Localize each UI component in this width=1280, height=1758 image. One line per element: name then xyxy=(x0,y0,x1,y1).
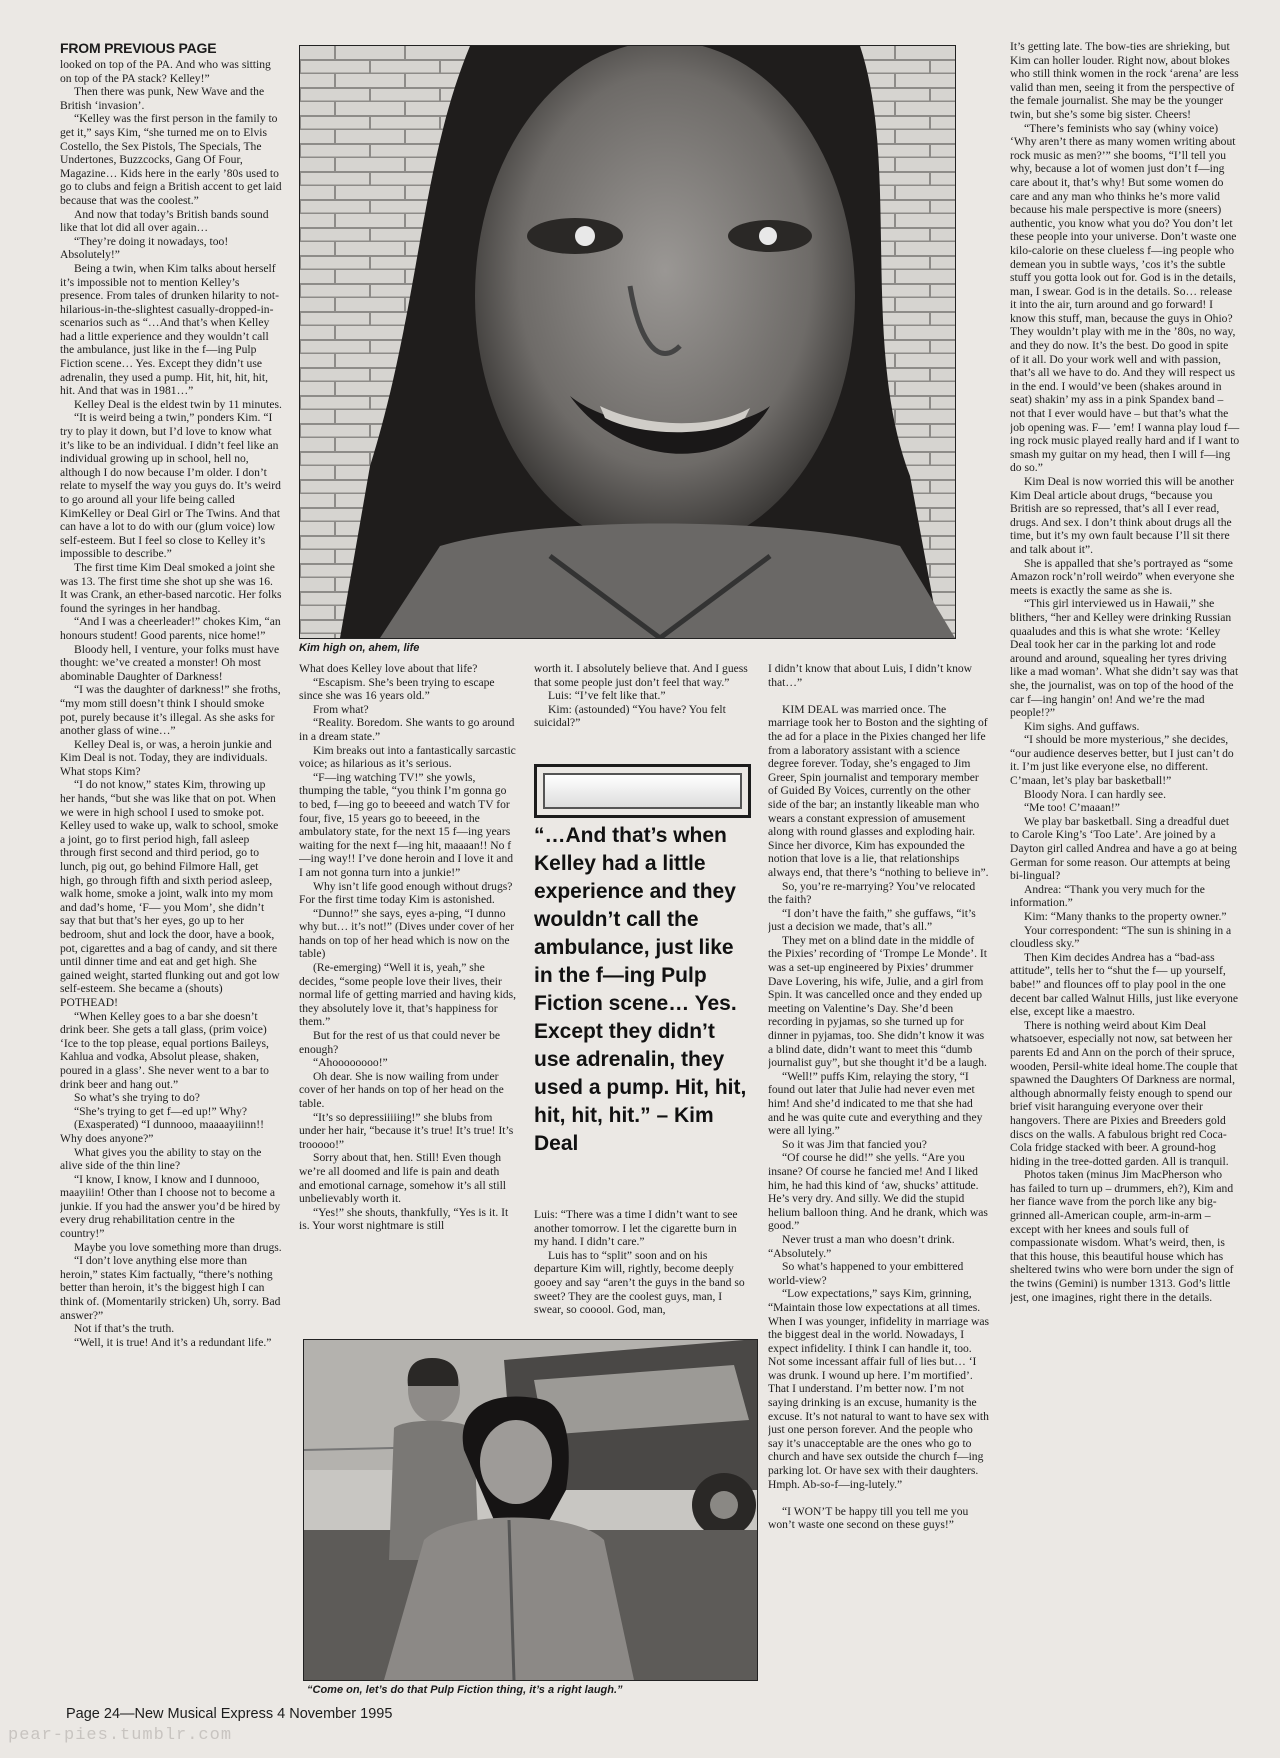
paragraph: “I know, I know, I know and I dunnooo, maayiiin! Other than I choose not to become a junkie. If you had the answer you’d be hired by every drug rehabilitation centre in the country!” xyxy=(60,1172,281,1241)
paragraph: “Escapism. She’s been trying to escape since she was 16 years old.” xyxy=(299,675,495,703)
kim-portrait-photo xyxy=(299,45,956,639)
paragraph: “When Kelley goes to a bar she doesn’t drink beer. She gets a tall glass, (prim voice) ‘Ice to the top please, equal portions Baileys, Kahlua and vodka, Absolut please, shaken, poured in a glass’. She never went to a bar to drink beer and hang out.” xyxy=(60,1009,269,1091)
paragraph: “Ahoooooooo!” xyxy=(313,1056,388,1070)
watermark: pear-pies.tumblr.com xyxy=(8,1726,233,1745)
page-footer: Page 24—New Musical Express 4 November 1995 xyxy=(66,1706,393,1722)
paragraph: “I do not know,” states Kim, throwing up her hands, “but she was like that on pot. When we were in high school I used to smoke pot. Kelley used to wake up, walk to school, smoke a joint, go to first period high, fall asleep through first second and third period, go to lunch, pig out, go behind Filmore Hall, get high, go through fifth and sixth period asleep, walk home, smoke a joint, walk into my mom and dad’s home, ‘F— you Mom’, she didn’t say that but that’s her eyes, go up to her bedroom, shut and lock the door, have a book, pot, cigarettes and a bag of candy, and sit there until dinner time and eat and get high. She gained weight, started flunking out and got low self-esteem. She became a (shouts) POTHEAD! xyxy=(60,778,280,1009)
paragraph: “They’re doing it nowadays, too! Absolutely!” xyxy=(60,234,229,262)
paragraph: From what? xyxy=(313,702,369,716)
column-3-bottom xyxy=(534,1208,752,1333)
paragraph: Photos taken (minus Jim MacPherson who has failed to turn up – drummers, eh?), Kim and her fiance wave from the porch like any big-grinned all-American couple, arm-in-arm – except with her knees and souls full of compassionate wisdom. What’s weird, then, is that this house, this beautiful house which has sheltered twins who were born under the sign of the twins (Gemini) is number 1313. God’s little jest, one imagines, right there in the details. xyxy=(1010,1168,1234,1304)
paragraph: Kim breaks out into a fantastically sarcastic voice; as hilarious as it’s serious. xyxy=(299,743,516,771)
paragraph: “This girl interviewed us in Hawaii,” she blithers, “her and Kelley were drinking Russian quaaludes and this is what she wrote: ‘Kelley Deal took her car in the parking lot and rode around and around, squealing her tyres driving like a mad woman’. What she didn’t say was that she, the journalist, was on top of the hood of the car f—ing hangin’ on! And we’re the mad people!?” xyxy=(1010,597,1239,720)
paragraph: She is appalled that she’s portrayed as “some Amazon rock’n’roll weirdo” when everyone she meets is exactly the same as she is. xyxy=(1010,556,1235,597)
paragraph: What does Kelley love about that life? xyxy=(299,662,478,675)
paragraph: “She’s trying to get f—ed up!” Why? xyxy=(74,1104,248,1118)
paragraph: Being a twin, when Kim talks about herself it’s impossible not to mention Kelley’s presence. From tales of drunken hilarity to not-hilarious-in-the-slightest casually-dropped-in-scenarios such as “…And that’s when Kelley had a little experience and they wouldn’t call the ambulance, just like in the f—ing Pulp Fiction scene… Yes. Except they didn’t use adrenalin, they used a pump. Hit, hit, hit, hit, hit. And that was in 1981…” xyxy=(60,261,279,398)
photo-caption-2: “Come on, let’s do that Pulp Fiction thing, it’s a right laugh.” xyxy=(307,1684,623,1696)
paragraph: “It’s so depressiiiiing!” she blubs from under her hair, “because it’s true! It’s true! It’s trooooo!” xyxy=(299,1110,514,1151)
paragraph: What gives you the ability to stay on the alive side of the thin line? xyxy=(60,1145,262,1173)
pull-quote-box xyxy=(534,764,751,818)
paragraph: “Well!” puffs Kim, relaying the story, “I found out later that Julie had never even met him! And she’d indicated to me that she had and he was quite cute and everything and they were all lying.” xyxy=(768,1069,983,1138)
paragraph: “Low expectations,” says Kim, grinning, “Maintain those low expectations at all times. When I was younger, infidelity in marriage was the biggest deal in the world. Nowadays, I expect infidelity. I think I can handle it, too. Not some incessant affair full of lies but… ‘I was drunk. I wound up here. I’m mortified’. That I understand. I’m better now. I’m not saying drinking is an excuse, humanity is the excuse. It’s not natural to want to have sex with just one person forever. And the people who say it’s unacceptable are the ones who go to church and have sex outside the church f—ing parking lot. Or have sex with their daughters. Hmph. Ab-so-f—ing-lutely.” xyxy=(768,1287,990,1491)
paragraph: Andrea: “Thank you very much for the information.” xyxy=(1010,882,1205,910)
paragraph: The first time Kim Deal smoked a joint she was 13. The first time she shot up she was 16. It was Crank, an ether-based narcotic. Her folks found the syringes in her handbag. xyxy=(60,560,282,615)
paragraph: So what’s she trying to do? xyxy=(74,1091,200,1105)
paragraph: So it was Jim that fancied you? xyxy=(782,1137,927,1151)
column-3-top xyxy=(534,662,752,754)
paragraph: “Of course he did!” she yells. “Are you insane? Of course he fancied me! And I liked him, he had this kind of ‘aw, shucks’ attitude. He’s very dry. And silly. We did the stupid helium balloon thing. And he drank, which was good.” xyxy=(768,1151,988,1233)
paragraph: Kim sighs. And guffaws. xyxy=(1024,719,1140,733)
paragraph: looked on top of the PA. And who was sitting on top of the PA stack? Kelley!” xyxy=(60,58,271,85)
paragraph: Then Kim decides Andrea has a “bad-ass attitude”, tells her to “shut the f— up yourself, babe!” and flounces off to play pool in the one decent bar called Walnut Hills, just like everyone else, except like a maestro. xyxy=(1010,950,1239,1019)
paragraph: Luis has to “split” soon and on his departure Kim will, rightly, become deeply gooey and say “aren’t the guys in the band so sweet? They are the coolest guys, man, I swear, so cooool. God, man, xyxy=(534,1248,745,1317)
paragraph: Never trust a man who doesn’t drink. “Absolutely.” xyxy=(768,1232,955,1260)
column-4 xyxy=(768,662,990,1702)
photo-caption-1: Kim high on, ahem, life xyxy=(299,642,420,654)
paragraph: “And I was a cheerleader!” chokes Kim, “an honours student! Good parents, nice home!” xyxy=(60,615,281,642)
paragraph: “F—ing watching TV!” she yowls, thumping the table, “you think I’m gonna go to bed, f—ing go to beeeed and watch TV for four, five, 15 years go to beeeed, in the ambulatory state, for the next 15 f—ing years waiting for the next f—ing hit, maaaan!! No f—ing way!! I’ve done heroin and I love it and I am not gonna turn into a junkie!” xyxy=(299,770,514,879)
pull-quote: “…And that’s when Kelley had a little experience and they wouldn’t call the ambulance, just like in the f—ing Pulp Fiction scene… Yes. Except they didn’t use adrenalin, they used a pump. Hit, hit, hit, hit, hit.” – Kim Deal xyxy=(534,824,747,1155)
paragraph: “I don’t have the faith,” she guffaws, “it’s just a decision we made, that’s all.” xyxy=(768,906,976,934)
paragraph: And now that today’s British bands sound like that lot did all over again… xyxy=(60,207,269,235)
paragraph: Luis: “There was a time I didn’t want to see another tomorrow. I let the cigarette burn in my hand. I didn’t care.” xyxy=(534,1208,738,1249)
paragraph: “Well, it is true! And it’s a redundant life.” xyxy=(74,1335,272,1349)
paragraph: “Yes!” she shouts, thankfully, “Yes is it. It is. Your worst nightmare is still xyxy=(299,1205,509,1233)
paragraph: Sorry about that, hen. Still! Even though we’re all doomed and life is pain and death and emotional carnage, somehow it’s all still unbelievably worth it. xyxy=(299,1151,507,1206)
paragraph: Kim: “Many thanks to the property owner.” xyxy=(1024,910,1227,923)
paragraph: “I WON’T be happy till you tell me you won’t waste one second on these guys!” xyxy=(768,1504,969,1532)
paragraph: We play bar basketball. Sing a dreadful duet to Carole King’s ‘Too Late’. Are joined by a Dayton girl called Andrea and have a go at being German for some reason. Our attempts at being bi-lingual? xyxy=(1010,814,1237,883)
column-1 xyxy=(60,58,282,1700)
paragraph: “Kelley was the first person in the family to get it,” says Kim, “she turned me on to Elvis Costello, the Sex Pistols, The Specials, The Undertones, Buzzcocks, Gang Of Four, Magazine… Kids here in the early ’80s used to go to clubs and feign a British accent to get laid because that was the coolest.” xyxy=(60,112,282,207)
paragraph: “I don’t love anything else more than heroin,” states Kim factually, “there’s nothing better than heroin, it’s the biggest high I can think of. (Momentarily stricken) Uh, sorry. Bad answer?” xyxy=(60,1254,281,1322)
paragraph: Then there was punk, New Wave and the British ‘invasion’. xyxy=(60,85,265,112)
paragraph: “Me too! C’maaan!” xyxy=(1024,801,1120,815)
paragraph: Kelley Deal is the eldest twin by 11 minutes. xyxy=(74,397,282,411)
paragraph: “I was the daughter of darkness!” she froths, “my mom still doesn’t think I should smoke pot, purely because it’s illegal. As she asks for another glass of wine…” xyxy=(60,683,281,738)
kim-and-luis-photo xyxy=(303,1339,758,1681)
paragraph: Kim Deal is now worried this will be another Kim Deal article about drugs, “because you British are so repressed, that’s all I ever read, drugs. And sex. I don’t think about drugs all the time, but it’s my own fault because I’ll sit there and talk about it”. xyxy=(1010,475,1234,556)
paragraph: Your correspondent: “The sun is shining in a cloudless sky.” xyxy=(1010,923,1232,951)
paragraph: (Re-emerging) “Well it is, yeah,” she decides, “some people love their lives, their normal life of getting married and having kids, they absolutely love it, that’s happiness for them.” xyxy=(299,961,517,1029)
paragraph: worth it. I absolutely believe that. And I guess that some people just don’t feel that way.” xyxy=(534,662,748,689)
paragraph: Bloody Nora. I can hardly see. xyxy=(1024,787,1166,801)
paragraph: “Dunno!” she says, eyes a-ping, “I dunno why but… it’s not!” (Dives under cover of her hands on top of her head which is now on the table) xyxy=(299,906,515,961)
paragraph xyxy=(768,689,990,703)
paragraph: “There’s feminists who say (whiny voice) ‘Why aren’t there as many women writing about rock music as men?’” she booms, “I’ll tell you why, because a lot of women just don’t f—ing care about it, that’s why! But some women do care and any man who thinks he’s more valid because his male perspective is more (sneers) authentic, you know what you do? You don’t let these people into your universe. Don’t waste one kilo-calorie on these clueless f—ing people who demean you in subtle ways, ’cos it’s the subtle stuff you gotta look out for. God is in the details, man, I swear. God is in the details. So… release it into the air, turn around and go forward! I know this stuff, man, because the guys in Ohio? They wouldn’t play with me in the ’80s, no way, and they do now. It’s the best. Do good in spite of it all. Do your work well and with passion, that’s all we have to do. And they will respect us in the end. I would’ve been (shakes around in seat) shakin’ my ass in a pink Spandex band – not that I ever would have – but that’s what the job opening was. F— ’em! I wanna play loud f—ing rock music played really hard and if I want to smash my guitar on my head, then I will f—ing do so.” xyxy=(1010,121,1240,475)
paragraph: Why isn’t life good enough without drugs? For the first time today Kim is astonished. xyxy=(299,879,513,907)
continuation-heading: FROM PREVIOUS PAGE xyxy=(60,40,217,56)
column-2 xyxy=(299,662,517,1330)
paragraph: Bloody hell, I venture, your folks must have thought: we’ve created a monster! Oh most abominable Daughter of Darkness! xyxy=(60,642,280,683)
paragraph: “I should be more mysterious,” she decides, “our audience deserves better, but I just can’t do it. I’m just like everyone else, no different. C’maan, let’s play bar basketball!” xyxy=(1010,733,1234,788)
paragraph: But for the rest of us that could never be enough? xyxy=(299,1029,501,1056)
paragraph: So what’s happened to your embittered world-view? xyxy=(768,1260,964,1287)
paragraph: I didn’t know that about Luis, I didn’t know that…” xyxy=(768,662,973,689)
paragraph: Maybe you love something more than drugs. xyxy=(74,1240,282,1254)
paragraph: They met on a blind date in the middle of the Pixies’ recording of ‘Trompe Le Monde’. It was a set-up engineered by Pixies’ drummer Dave Lovering, his wife, Julie, and a girl from Spin. It was cancelled once and they ended up meeting on Valentine’s Day. She’d been recording in pyjamas, so she turned up for dinner in pyjamas, too. She didn’t know it was a blind date, didn’t want to meet this “dumb journalist guy”, but she thought it’d be a laugh. xyxy=(768,933,987,1070)
paragraph: Oh dear. She is now wailing from under cover of her hands on top of her head on the table. xyxy=(299,1069,504,1110)
paragraph xyxy=(768,1491,990,1505)
paragraph: “Reality. Boredom. She wants to go around in a dream state.” xyxy=(299,716,515,743)
paragraph: Luis: “I’ve felt like that.” xyxy=(548,689,666,703)
paragraph: (Exasperated) “I dunnooo, maaaayiiinn!! Why does anyone?” xyxy=(60,1118,264,1145)
paragraph: There is nothing weird about Kim Deal whatsoever, especially not now, sat between her parents Ed and Ann on the porch of their spruce, wooden, Persil-white ideal home.The couple that spawned the Daughters Of Darkness are normal, although abnormally feisty enough to spend our brief visit haranguing everyone over their hangovers. There are Pixies and Breeders gold discs on the walls. A fabulous bright red Coca-Cola fridge stacked with beer. A ground-hog hiding in the tree-dotted garden. All is tranquil. xyxy=(1010,1018,1238,1168)
paragraph: Kelley Deal is, or was, a heroin junkie and Kim Deal is not. Today, they are individuals. What stops Kim? xyxy=(60,737,272,778)
paragraph: “It is weird being a twin,” ponders Kim. “I try to play it down, but I’d love to know what it’s like to be an individual. I didn’t feel like an individual growing up in school, hell no, although I do now because I’m older. I don’t relate to myself the way you guys do. It’s weird to go around all your life being called KimKelley or Deal Girl or The Twins. And that can have a lot to do with our (glum voice) low self-esteem. But I feel so close to Kelley it’s impossible to describe.” xyxy=(60,411,281,561)
paragraph: It’s getting late. The bow-ties are shrieking, but Kim can holler louder. Right now, about blokes who still think women in the rock ‘arena’ are less valid than men, seeing it from the perspective of the female journalist. She may be the younger twin, but she’s some big sister. Cheers! xyxy=(1010,40,1239,121)
column-5 xyxy=(1010,40,1240,1700)
paragraph: So, you’re re-marrying? You’ve relocated the faith? xyxy=(768,879,976,907)
paragraph: Not if that’s the truth. xyxy=(74,1322,175,1336)
paragraph: KIM DEAL was married once. The marriage took her to Boston and the sighting of the ad for a place in the Pixies changed her life from a laboratory assistant with a science degree forever. Today, she’s engaged to Jim Greer, Spin journalist and temporary member of Guided By Voices, currently on the other side of the bar; an instantly likeable man who wears a constant expression of amusement along with round glasses and exploding hair. Since her divorce, Kim has expounded the notion that love is a lie, that relationships always end, that there’s “nothing to believe in”. xyxy=(768,702,989,879)
paragraph: Kim: (astounded) “You have? You felt suicidal?” xyxy=(534,702,726,730)
